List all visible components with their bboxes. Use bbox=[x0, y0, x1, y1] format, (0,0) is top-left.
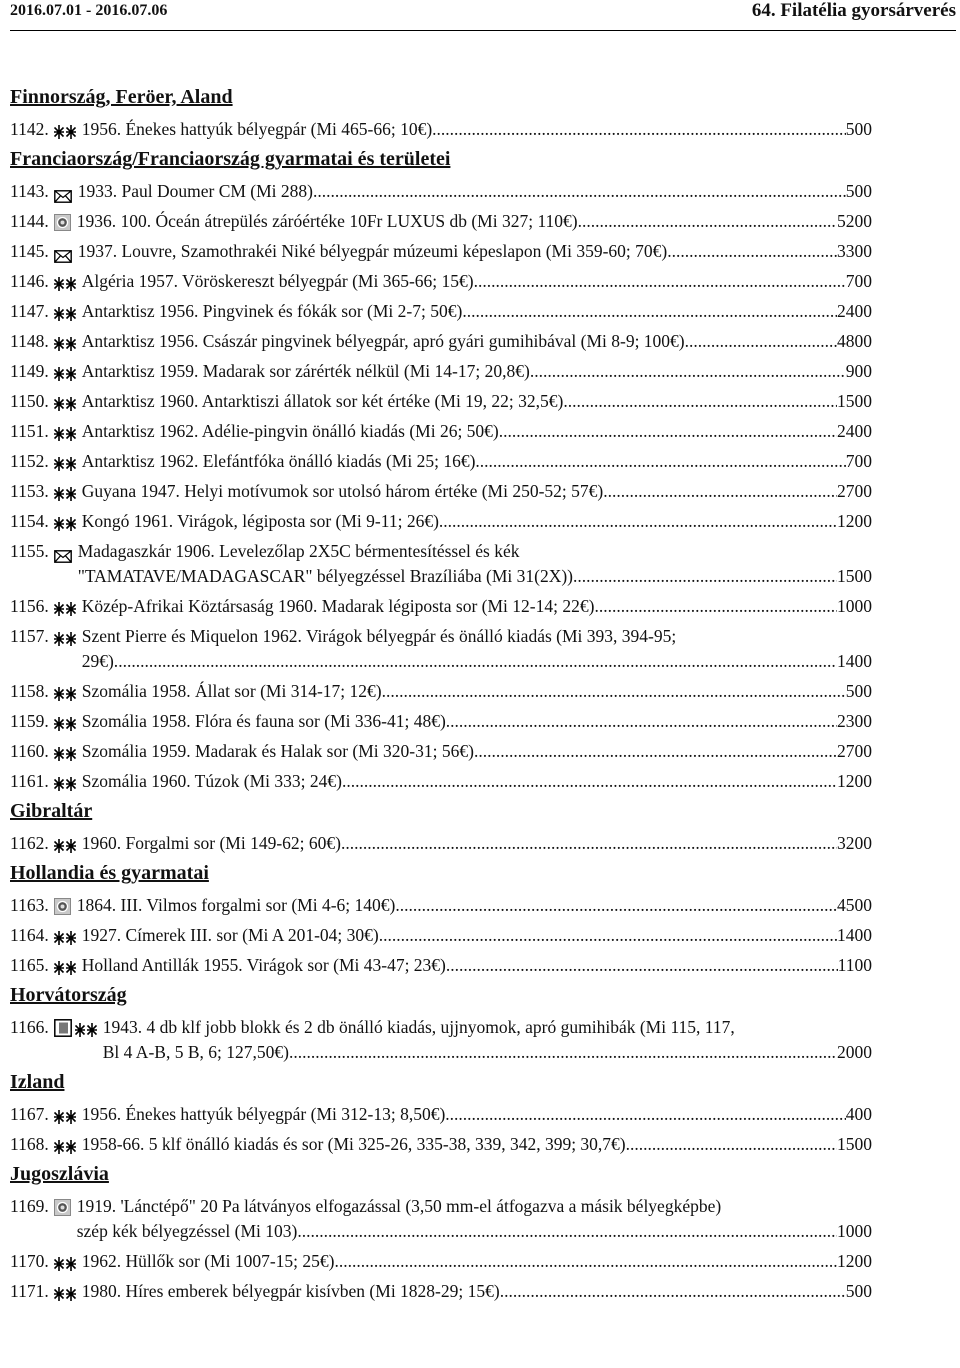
section-title: Franciaország/Franciaország gyarmatai és területei bbox=[10, 148, 451, 170]
description-text: Antarktisz 1956. Császár pingvinek bélyegpár, apró gyári gumihibával (Mi 8-9; 100€) bbox=[81, 331, 685, 351]
lot-item bbox=[10, 179, 872, 204]
condition-symbols bbox=[54, 769, 76, 794]
mint-never-hinged-icon bbox=[54, 334, 76, 350]
lot-description bbox=[82, 739, 872, 764]
section-title: Gibraltár bbox=[10, 800, 93, 822]
starting-price: 500 bbox=[845, 181, 872, 201]
starting-price: 3200 bbox=[837, 833, 872, 853]
description-line bbox=[103, 1015, 872, 1040]
lot-item bbox=[10, 389, 872, 414]
dot-leader bbox=[432, 117, 846, 142]
description-text: Bl 4 A-B, 5 B, 6; 127,50€) bbox=[102, 1042, 289, 1062]
condition-symbols bbox=[54, 389, 76, 414]
condition-symbols bbox=[54, 329, 76, 354]
description-line bbox=[78, 539, 872, 564]
description-line bbox=[82, 594, 872, 619]
mint-never-hinged-icon bbox=[54, 514, 76, 530]
lot-description bbox=[82, 449, 872, 474]
lot-description bbox=[82, 299, 872, 324]
lot-item bbox=[10, 209, 872, 234]
dot-leader bbox=[475, 449, 845, 474]
lot-item bbox=[10, 239, 872, 264]
starting-price: 900 bbox=[845, 361, 872, 381]
description-text: Antarktisz 1956. Pingvinek és fókák sor (Mi 2-7; 50€) bbox=[81, 301, 463, 321]
lot-number: 1146. bbox=[10, 271, 49, 291]
dot-leader bbox=[685, 329, 837, 354]
starting-price: 1400 bbox=[837, 651, 872, 671]
section-title: Hollandia és gyarmatai bbox=[10, 862, 209, 884]
lot-description bbox=[82, 1279, 872, 1304]
lot-number: 1157. bbox=[10, 626, 49, 646]
dot-leader bbox=[342, 769, 837, 794]
dot-leader bbox=[499, 419, 837, 444]
starting-price: 1200 bbox=[837, 1251, 872, 1271]
description-text: 1864. III. Vilmos forgalmi sor (Mi 4-6; 140€) bbox=[76, 895, 396, 915]
condition-symbols bbox=[54, 419, 76, 444]
dot-leader bbox=[603, 479, 837, 504]
condition-symbols bbox=[54, 953, 76, 978]
lot-number: 1144. bbox=[10, 211, 49, 231]
condition-symbols bbox=[54, 269, 76, 294]
dot-leader bbox=[594, 594, 837, 619]
description-line bbox=[82, 509, 872, 534]
lot-item bbox=[10, 893, 872, 918]
description-text: Holland Antillák 1955. Virágok sor (Mi 43-47; 23€) bbox=[81, 955, 446, 975]
condition-symbols bbox=[54, 209, 71, 234]
page-header bbox=[10, 2, 956, 24]
description-line bbox=[82, 769, 872, 794]
lot-item bbox=[10, 1132, 872, 1157]
lot-item bbox=[10, 269, 872, 294]
lot-number: 1163. bbox=[10, 895, 49, 915]
mint-never-hinged-icon bbox=[54, 364, 76, 380]
lot-item bbox=[10, 479, 872, 504]
description-line bbox=[82, 1249, 872, 1274]
condition-symbols bbox=[54, 509, 76, 534]
lot-number: 1156. bbox=[10, 596, 49, 616]
dot-leader bbox=[335, 1249, 837, 1274]
lot-item bbox=[10, 739, 872, 764]
lot-number: 1158. bbox=[10, 681, 49, 701]
section-title: Izland bbox=[10, 1071, 65, 1093]
lot-description bbox=[78, 239, 872, 264]
condition-symbols bbox=[54, 739, 76, 764]
condition-symbols bbox=[54, 179, 72, 204]
description-line bbox=[82, 739, 872, 764]
cover-envelope-icon bbox=[54, 185, 72, 198]
description-line bbox=[82, 923, 872, 948]
dot-leader bbox=[289, 1040, 837, 1065]
description-text: Antarktisz 1960. Antarktiszi állatok sor két értéke (Mi 19, 22; 32,5€) bbox=[81, 391, 564, 411]
condition-symbols bbox=[54, 624, 76, 649]
description-text: Guyana 1947. Helyi motívumok sor utolsó három értéke (Mi 250-52; 57€) bbox=[81, 481, 604, 501]
dot-leader bbox=[118, 649, 837, 674]
description-text: 1943. 4 db klf jobb blokk és 2 db önálló kiadás, ujjnyomok, apró gumihibák (Mi 115, 117, bbox=[102, 1017, 735, 1037]
lot-description bbox=[78, 179, 872, 204]
description-text: 1933. Paul Doumer CM (Mi 288). bbox=[77, 181, 318, 201]
lot-item bbox=[10, 1279, 872, 1304]
lot-number: 1170. bbox=[10, 1251, 49, 1271]
lot-description bbox=[82, 831, 872, 856]
used-stamp-icon bbox=[54, 897, 71, 914]
mint-never-hinged-icon bbox=[54, 836, 76, 852]
description-line bbox=[82, 709, 872, 734]
condition-symbols bbox=[54, 1102, 76, 1127]
description-line bbox=[82, 329, 872, 354]
lot-item bbox=[10, 594, 872, 619]
description-text: Antarktisz 1959. Madarak sor zárérték nélkül (Mi 14-17; 20,8€) bbox=[81, 361, 530, 381]
lot-item bbox=[10, 329, 872, 354]
description-line bbox=[82, 831, 872, 856]
description-text: Szomália 1958. Állat sor (Mi 314-17; 12€) bbox=[81, 681, 382, 701]
lot-item bbox=[10, 299, 872, 324]
starting-price: 700 bbox=[845, 271, 872, 291]
lot-number: 1145. bbox=[10, 241, 49, 261]
lot-description bbox=[82, 117, 872, 142]
lot-item bbox=[10, 509, 872, 534]
lot-number: 1160. bbox=[10, 741, 49, 761]
dot-leader bbox=[297, 1219, 837, 1244]
starting-price: 1400 bbox=[837, 925, 872, 945]
description-text: Szomália 1960. Túzok (Mi 333; 24€) bbox=[81, 771, 342, 791]
dot-leader bbox=[439, 509, 837, 534]
lot-description bbox=[82, 923, 872, 948]
lot-description bbox=[77, 893, 872, 918]
lot-description bbox=[82, 359, 872, 384]
lot-description bbox=[82, 624, 872, 674]
lot-number: 1154. bbox=[10, 511, 49, 531]
starting-price: 400 bbox=[845, 1104, 872, 1124]
mint-never-hinged-icon bbox=[75, 1020, 97, 1036]
lot-number: 1142. bbox=[10, 119, 49, 139]
lot-description bbox=[82, 479, 872, 504]
description-line bbox=[82, 359, 872, 384]
condition-symbols bbox=[54, 1132, 76, 1157]
starting-price: 3300 bbox=[837, 241, 872, 261]
used-stamp-icon bbox=[54, 213, 71, 230]
description-text: "TAMATAVE/MADAGASCAR" bélyegzéssel Brazíliába (Mi 31(2X)) bbox=[77, 566, 573, 586]
description-text: Szent Pierre és Miquelon 1962. Virágok bélyegpár és önálló kiadás (Mi 393, 394-95; bbox=[81, 626, 677, 646]
description-line bbox=[82, 1279, 872, 1304]
starting-price: 1000 bbox=[837, 596, 872, 616]
starting-price: 1000 bbox=[837, 1221, 872, 1241]
dot-leader bbox=[474, 739, 837, 764]
description-text: 29€). bbox=[81, 651, 119, 671]
starting-price: 2300 bbox=[837, 711, 872, 731]
mint-never-hinged-icon bbox=[54, 958, 76, 974]
mint-never-hinged-icon bbox=[54, 744, 76, 760]
description-line bbox=[77, 893, 872, 918]
mint-never-hinged-icon bbox=[54, 304, 76, 320]
description-text: 1980. Híres emberek bélyegpár kisívben (Mi 1828-29; 15€) bbox=[81, 1281, 500, 1301]
condition-symbols bbox=[54, 1279, 76, 1304]
dot-leader bbox=[500, 1279, 846, 1304]
mint-never-hinged-icon bbox=[54, 1284, 76, 1300]
condition-symbols bbox=[54, 831, 76, 856]
lot-number: 1148. bbox=[10, 331, 49, 351]
lot-number: 1169. bbox=[10, 1196, 49, 1216]
lot-number: 1161. bbox=[10, 771, 49, 791]
mint-never-hinged-icon bbox=[54, 394, 76, 410]
mint-never-hinged-icon bbox=[54, 684, 76, 700]
cover-envelope-icon bbox=[54, 545, 72, 558]
dot-leader bbox=[667, 239, 837, 264]
description-text: 1956. Énekes hattyúk bélyegpár (Mi 465-66; 10€) bbox=[81, 119, 433, 139]
description-line bbox=[77, 209, 872, 234]
header-divider bbox=[10, 30, 956, 31]
starting-price: 1500 bbox=[837, 391, 872, 411]
dot-leader bbox=[379, 923, 837, 948]
mint-never-hinged-icon bbox=[54, 1254, 76, 1270]
description-line bbox=[82, 299, 872, 324]
lot-item bbox=[10, 359, 872, 384]
mint-never-hinged-icon bbox=[54, 454, 76, 470]
lot-item bbox=[10, 117, 872, 142]
lot-item bbox=[10, 1015, 872, 1065]
condition-symbols bbox=[54, 1249, 76, 1274]
description-text: 1962. Hüllők sor (Mi 1007-15; 25€) bbox=[81, 1251, 335, 1271]
description-line bbox=[82, 649, 872, 674]
lot-item bbox=[10, 1102, 872, 1127]
description-text: Madagaszkár 1906. Levelezőlap 2X5C bérmentesítéssel és kék bbox=[77, 541, 520, 561]
description-line bbox=[78, 564, 872, 589]
condition-symbols bbox=[54, 709, 76, 734]
lot-number: 1143. bbox=[10, 181, 49, 201]
condition-symbols bbox=[54, 539, 72, 564]
section-title: Finnország, Feröer, Aland bbox=[10, 86, 233, 108]
lot-item bbox=[10, 923, 872, 948]
starting-price: 700 bbox=[845, 451, 872, 471]
mint-never-hinged-icon bbox=[54, 122, 76, 138]
lot-item bbox=[10, 1194, 872, 1244]
header-date-range: 2016.07.01 - 2016.07.06 bbox=[10, 2, 168, 19]
starting-price: 1200 bbox=[837, 511, 872, 531]
lot-description bbox=[82, 953, 872, 978]
mint-never-hinged-icon bbox=[54, 599, 76, 615]
lot-item bbox=[10, 679, 872, 704]
lot-item bbox=[10, 539, 872, 589]
lot-number: 1147. bbox=[10, 301, 49, 321]
description-text: 1936. 100. Óceán átrepülés záróértéke 10Fr LUXUS db (Mi 327; 110€) bbox=[76, 211, 578, 231]
starting-price: 500 bbox=[845, 119, 872, 139]
starting-price: 4500 bbox=[837, 895, 872, 915]
dot-leader bbox=[341, 831, 837, 856]
lot-number: 1171. bbox=[10, 1281, 49, 1301]
dot-leader bbox=[446, 709, 837, 734]
description-line bbox=[82, 679, 872, 704]
lot-item bbox=[10, 1249, 872, 1274]
dot-leader bbox=[578, 209, 837, 234]
lot-item bbox=[10, 709, 872, 734]
description-text: Antarktisz 1962. Elefántfóka önálló kiadás (Mi 25; 16€) bbox=[81, 451, 476, 471]
description-text: 1956. Énekes hattyúk bélyegpár (Mi 312-13; 8,50€) bbox=[81, 1104, 446, 1124]
condition-symbols bbox=[54, 594, 76, 619]
mint-never-hinged-icon bbox=[54, 928, 76, 944]
starting-price: 1500 bbox=[837, 566, 872, 586]
mint-never-hinged-icon bbox=[54, 629, 76, 645]
lot-description bbox=[82, 509, 872, 534]
description-text: Közép-Afrikai Köztársaság 1960. Madarak légiposta sor (Mi 12-14; 22€) bbox=[81, 596, 595, 616]
starting-price: 2700 bbox=[837, 481, 872, 501]
condition-symbols bbox=[54, 299, 76, 324]
description-text: 1958-66. 5 klf önálló kiadás és sor (Mi 325-26, 335-38, 339, 342, 399; 30,7€) bbox=[81, 1134, 626, 1154]
dot-leader bbox=[317, 179, 845, 204]
starting-price: 2000 bbox=[837, 1042, 872, 1062]
lot-number: 1166. bbox=[10, 1017, 49, 1037]
section-title: Horvátország bbox=[10, 984, 127, 1006]
dot-leader bbox=[462, 299, 837, 324]
mint-never-hinged-icon bbox=[54, 714, 76, 730]
description-line bbox=[78, 239, 872, 264]
description-text: Szomália 1958. Flóra és fauna sor (Mi 336-41; 48€) bbox=[81, 711, 446, 731]
lot-item bbox=[10, 953, 872, 978]
condition-symbols bbox=[54, 893, 71, 918]
dot-leader bbox=[474, 269, 846, 294]
description-line bbox=[82, 479, 872, 504]
lot-item bbox=[10, 624, 872, 674]
lot-description bbox=[103, 1015, 872, 1065]
dot-leader bbox=[563, 389, 837, 414]
lot-description bbox=[82, 419, 872, 444]
lot-description bbox=[82, 389, 872, 414]
starting-price: 1500 bbox=[837, 1134, 872, 1154]
condition-symbols bbox=[54, 117, 76, 142]
lot-number: 1168. bbox=[10, 1134, 49, 1154]
starting-price: 2400 bbox=[837, 421, 872, 441]
lot-number: 1153. bbox=[10, 481, 49, 501]
description-line bbox=[82, 419, 872, 444]
lot-description bbox=[82, 329, 872, 354]
description-line bbox=[78, 179, 872, 204]
description-line bbox=[103, 1040, 872, 1065]
lot-number: 1149. bbox=[10, 361, 49, 381]
lot-number: 1164. bbox=[10, 925, 49, 945]
lot-number: 1167. bbox=[10, 1104, 49, 1124]
dot-leader bbox=[445, 1102, 845, 1127]
description-line bbox=[82, 389, 872, 414]
condition-symbols bbox=[54, 239, 72, 264]
condition-symbols bbox=[54, 679, 76, 704]
lot-description bbox=[82, 594, 872, 619]
used-stamp-icon bbox=[54, 1198, 71, 1215]
description-text: szép kék bélyegzéssel (Mi 103) bbox=[76, 1221, 298, 1241]
souvenir-sheet-icon bbox=[54, 1019, 72, 1037]
dot-leader bbox=[395, 893, 837, 918]
lot-description bbox=[82, 1249, 872, 1274]
condition-symbols bbox=[54, 1194, 71, 1219]
lot-item bbox=[10, 831, 872, 856]
lot-item bbox=[10, 769, 872, 794]
starting-price: 1100 bbox=[837, 955, 872, 975]
dot-leader bbox=[382, 679, 846, 704]
description-line bbox=[82, 1132, 872, 1157]
mint-never-hinged-icon bbox=[54, 774, 76, 790]
lot-number: 1159. bbox=[10, 711, 49, 731]
description-line bbox=[82, 269, 872, 294]
lot-description bbox=[78, 539, 872, 589]
mint-never-hinged-icon bbox=[54, 484, 76, 500]
description-line bbox=[77, 1219, 872, 1244]
mint-never-hinged-icon bbox=[54, 424, 76, 440]
description-line bbox=[82, 117, 872, 142]
lot-description bbox=[82, 709, 872, 734]
dot-leader bbox=[446, 953, 838, 978]
description-text: Kongó 1961. Virágok, légiposta sor (Mi 9-11; 26€) bbox=[81, 511, 439, 531]
description-line bbox=[82, 953, 872, 978]
description-text: 1919. 'Lánctépő" 20 Pa látványos elfogazással (3,50 mm-el átfogazva a másik bélyegképbe) bbox=[76, 1196, 722, 1216]
lot-number: 1165. bbox=[10, 955, 49, 975]
condition-symbols bbox=[54, 359, 76, 384]
condition-symbols bbox=[54, 479, 76, 504]
starting-price: 5200 bbox=[837, 211, 872, 231]
lot-description bbox=[82, 269, 872, 294]
mint-never-hinged-icon bbox=[54, 1137, 76, 1153]
lot-number: 1162. bbox=[10, 833, 49, 853]
lot-number: 1151. bbox=[10, 421, 49, 441]
dot-leader bbox=[626, 1132, 837, 1157]
description-line bbox=[82, 624, 872, 649]
lot-description bbox=[77, 1194, 872, 1244]
lot-number: 1152. bbox=[10, 451, 49, 471]
section-title: Jugoszlávia bbox=[10, 1163, 109, 1185]
lot-description bbox=[82, 1102, 872, 1127]
dot-leader bbox=[530, 359, 846, 384]
starting-price: 4800 bbox=[837, 331, 872, 351]
lot-description bbox=[82, 679, 872, 704]
description-text: 1937. Louvre, Szamothrakéi Niké bélyegpár múzeumi képeslapon (Mi 359-60; 70€) bbox=[77, 241, 668, 261]
lot-list bbox=[10, 80, 872, 1304]
description-text: Algéria 1957. Vöröskereszt bélyegpár (Mi 365-66; 15€) bbox=[81, 271, 474, 291]
description-text: 1927. Címerek III. sor (Mi A 201-04; 30€) bbox=[81, 925, 379, 945]
starting-price: 500 bbox=[845, 1281, 872, 1301]
description-text: Szomália 1959. Madarak és Halak sor (Mi 320-31; 56€) bbox=[81, 741, 474, 761]
lot-number: 1150. bbox=[10, 391, 49, 411]
condition-symbols bbox=[54, 923, 76, 948]
lot-item bbox=[10, 449, 872, 474]
description-text: Antarktisz 1962. Adélie-pingvin önálló kiadás (Mi 26; 50€) bbox=[81, 421, 499, 441]
starting-price: 2400 bbox=[837, 301, 872, 321]
description-line bbox=[77, 1194, 872, 1219]
lot-number: 1155. bbox=[10, 541, 49, 561]
mint-never-hinged-icon bbox=[54, 274, 76, 290]
starting-price: 1200 bbox=[837, 771, 872, 791]
lot-description bbox=[82, 1132, 872, 1157]
lot-description bbox=[82, 769, 872, 794]
mint-never-hinged-icon bbox=[54, 1107, 76, 1123]
starting-price: 2700 bbox=[837, 741, 872, 761]
starting-price: 500 bbox=[845, 681, 872, 701]
lot-description bbox=[77, 209, 872, 234]
lot-item bbox=[10, 419, 872, 444]
condition-symbols bbox=[54, 449, 76, 474]
condition-symbols bbox=[54, 1015, 97, 1040]
description-line bbox=[82, 1102, 872, 1127]
description-line bbox=[82, 449, 872, 474]
description-text: 1960. Forgalmi sor (Mi 149-62; 60€) bbox=[81, 833, 341, 853]
cover-envelope-icon bbox=[54, 245, 72, 258]
dot-leader bbox=[573, 564, 837, 589]
header-auction-title: 64. Filatélia gyorsárverés bbox=[751, 0, 956, 21]
